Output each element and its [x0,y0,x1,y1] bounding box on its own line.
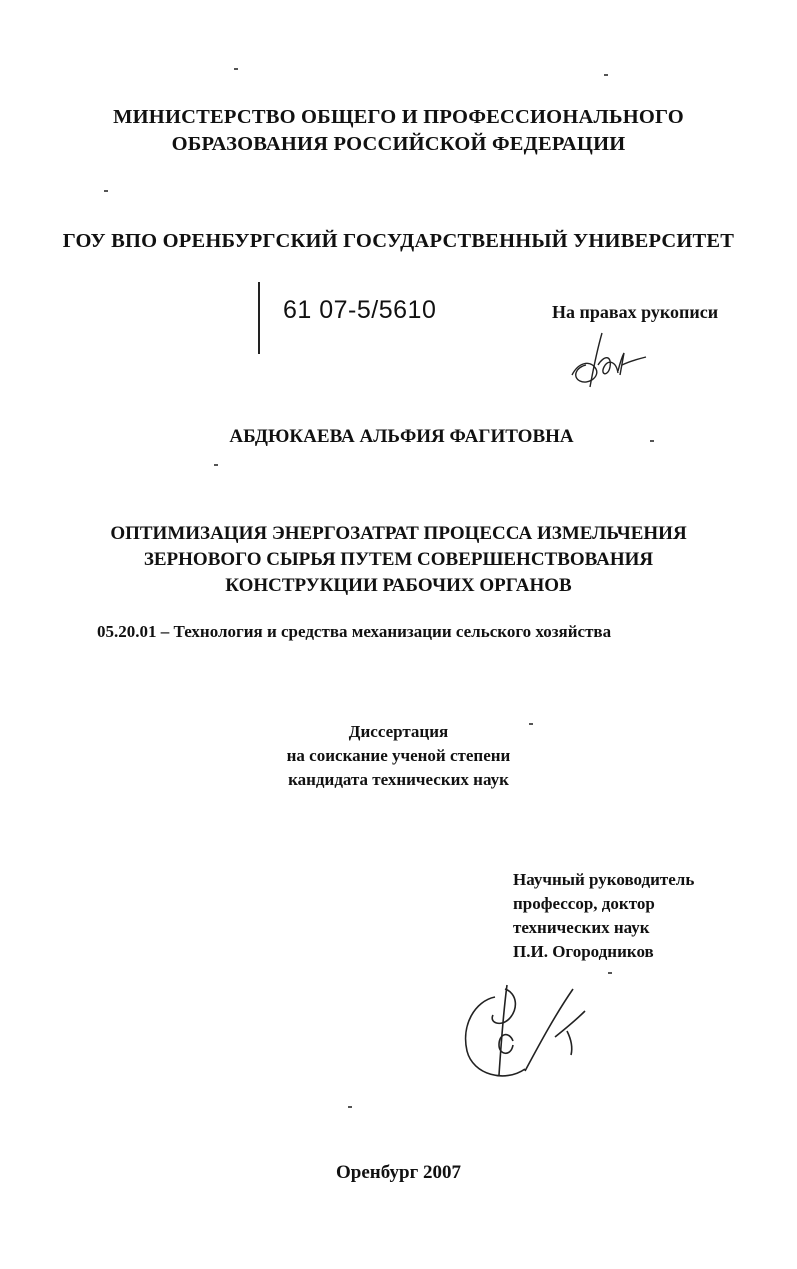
supervisor-name: П.И. Огородников [513,942,654,961]
degree-line-1: Диссертация [348,722,449,741]
scan-speck [104,190,108,192]
scan-speck [234,68,238,70]
author-signature [560,325,650,395]
thesis-title [0,521,797,599]
scan-speck [214,464,218,466]
supervisor-line-1: Научный руководитель [513,870,695,889]
supervisor-line-2: профессор, доктор [513,894,655,913]
thesis-title-line-2: ЗЕРНОВОГО СЫРЬЯ ПУТЕМ СОВЕРШЕНСТВОВАНИЯ [143,549,654,570]
registry-stamp: 61 07-5/5610 [283,296,437,324]
author-name: АБДЮКАЕВА АЛЬФИЯ ФАГИТОВНА [229,426,574,447]
manuscript-rights: На правах рукописи [552,302,719,322]
supervisor-signature [455,975,605,1085]
scan-speck [608,972,612,974]
thesis-title-line-3: КОНСТРУКЦИИ РАБОЧИХ ОРГАНОВ [225,575,572,596]
city-year: Оренбург 2007 [336,1162,461,1183]
scan-speck [529,723,533,725]
scan-speck [604,74,608,76]
ministry-header [0,104,797,158]
degree-line-2: на соискание ученой степени [286,746,511,765]
ministry-line-2: ОБРАЗОВАНИЯ РОССИЙСКОЙ ФЕДЕРАЦИИ [171,133,626,155]
university-name: ГОУ ВПО ОРЕНБУРГСКИЙ ГОСУДАРСТВЕННЫЙ УНИВЕРСИТЕТ [62,230,735,252]
scan-speck [348,1106,352,1108]
ministry-line-1: МИНИСТЕРСТВО ОБЩЕГО И ПРОФЕССИОНАЛЬНОГО [113,106,684,128]
degree-line-3: кандидата технических наук [288,770,509,789]
stamp-bar [258,282,260,354]
specialty: 05.20.01 – Технология и средства механизации сельского хозяйства [97,622,612,641]
supervisor-line-3: технических наук [513,918,650,937]
degree-block [0,720,797,792]
supervisor-block [513,868,694,964]
thesis-title-line-1: ОПТИМИЗАЦИЯ ЭНЕРГОЗАТРАТ ПРОЦЕССА ИЗМЕЛЬЧЕНИЯ [110,523,687,544]
scan-speck [650,440,654,442]
